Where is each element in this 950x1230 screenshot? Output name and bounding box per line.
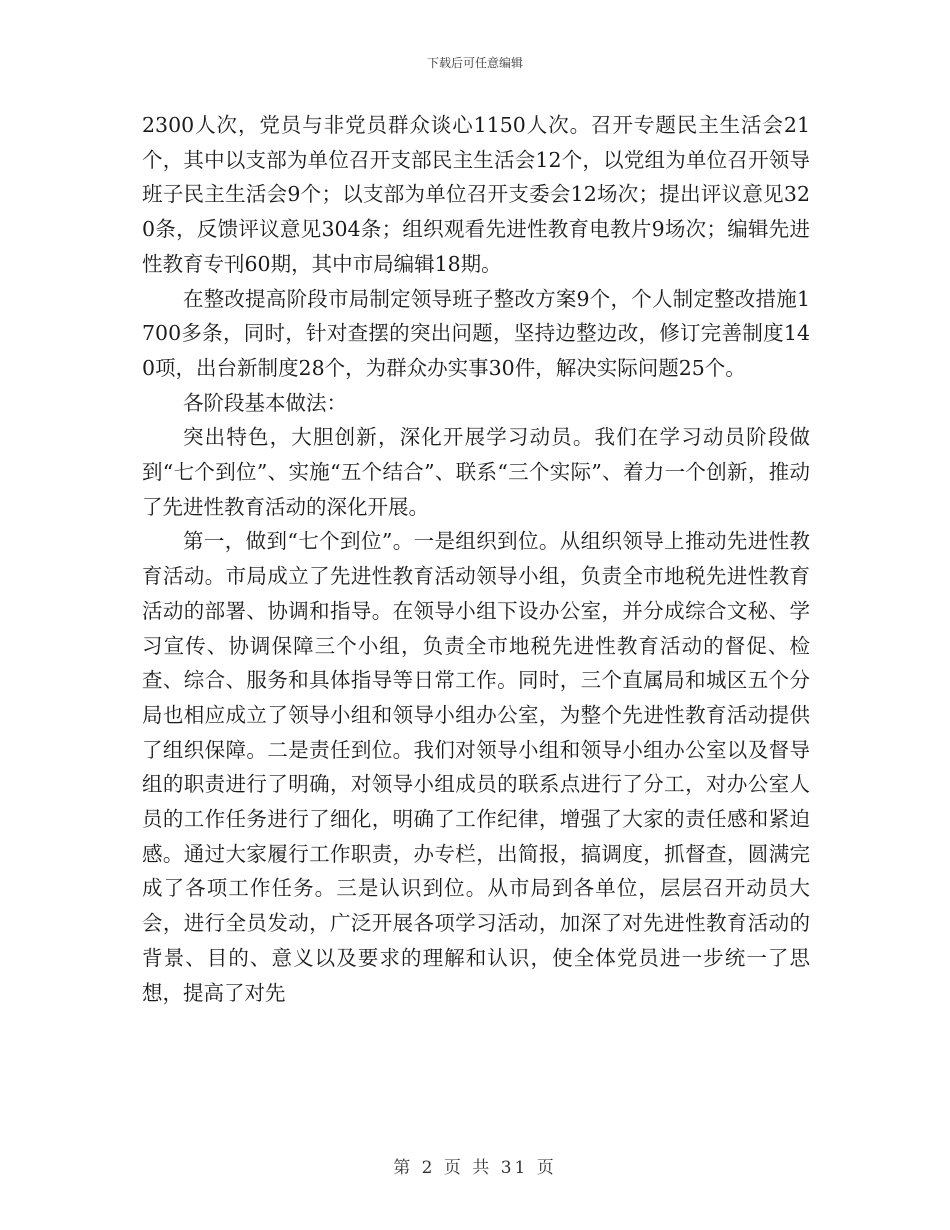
paragraph-2: 在整改提高阶段市局制定领导班子整改方案9个，个人制定整改措施1700多条，同时，针对查摆的突出问题，坚持边整边改，修订完善制度140项，出台新制度28个，为群众办实事30件，解决实际问题25个。	[142, 286, 810, 380]
paragraph-5: 第一，做到“七个到位”。一是组织到位。从组织领导上推动先进性教育活动。市局成立了先进性教育活动领导小组，负责全市地税先进性教育活动的部署、协调和指导。在领导小组下设办公室，并分成综合文秘、学习宣传、协调保障三个小组，负责全市地税先进性教育活动的督促、检查、综合、服务和具体指导等日常工作。同时，三个直属局和城区五个分局也相应成立了领导小组和领导小组办公室，为整个先进性教育活动提供了组织保障。二是责任到位。我们对领导小组和领导小组办公室以及督导组的职责进行了明确，对领导小组成员的联系点进行了分工，对办公室人员的工作任务进行了细化，明确了工作纪律，增强了大家的责任感和紧迫感。通过大家履行工作职责，办专栏，出简报，搞调度，抓督查，圆满完成了各项工作任务。三是认识到位。从市局到各单位，层层召开动员大会，进行全员发动，广泛开展各项学习活动，加深了对先进性教育活动的背景、目的、意义以及要求的理解和认识，使全体党员进一步统一了思想，提高了对先	[142, 529, 810, 1005]
paragraph-1: 2300人次，党员与非党员群众谈心1150人次。召开专题民主生活会21个，其中以支部为单位召开支部民主生活会12个，以党组为单位召开领导班子民主生活会9个；以支部为单位召开支委会12场次；提出评议意见320条，反馈评议意见304条；组织观看先进性教育电教片9场次；编辑先进性教育专刊60期，其中市局编辑18期。	[142, 113, 810, 276]
page-number-footer: 第 2 页 共 31 页	[393, 1158, 557, 1178]
document-body	[142, 108, 810, 1010]
page-header: 下载后可任意编辑	[426, 56, 523, 70]
paragraph-3: 各阶段基本做法：	[183, 390, 347, 415]
paragraph-4: 突出特色，大胆创新，深化开展学习动员。我们在学习动员阶段做到“七个到位”、实施“五个结合”、联系“三个实际”、着力一个创新，推动了先进性教育活动的深化开展。	[142, 425, 810, 519]
